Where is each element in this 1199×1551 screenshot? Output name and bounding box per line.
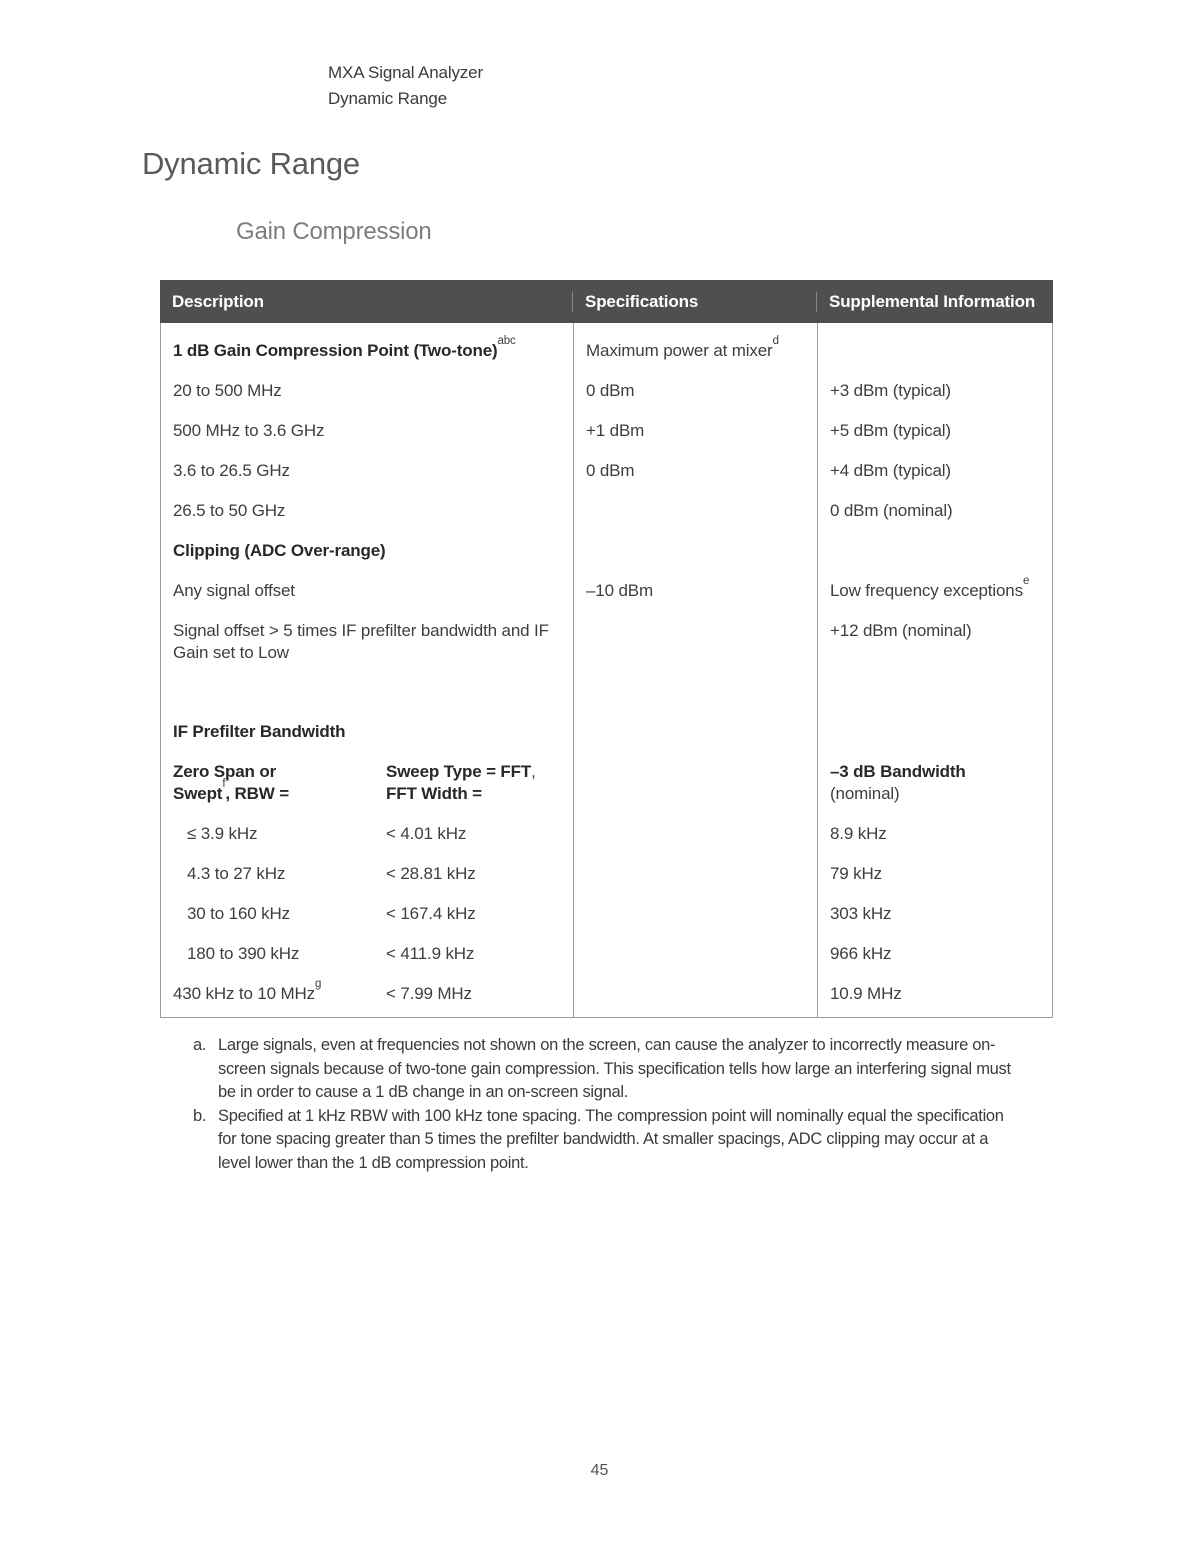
description-subcolumn-fft-width: < 167.4 kHz (386, 904, 476, 923)
cell-supplemental-information (818, 323, 1052, 371)
cell-specifications: 0 dBm (574, 371, 818, 411)
description-subcolumn-fft-width: < 7.99 MHz (386, 984, 472, 1003)
footnote-label: a. (193, 1036, 207, 1054)
cell-supplemental-information: Low frequency exceptions$^e$ (830, 574, 1030, 600)
column-header-specifications: Specifications (573, 292, 817, 312)
cell-specifications (574, 673, 818, 752)
cell-supplemental-information: +3 dBm (typical) (830, 381, 951, 400)
table-row (161, 934, 1052, 974)
cell-specifications: +1 dBm (574, 411, 818, 451)
cell-description: Signal offset > 5 times IF prefilter bandwidth and IF Gain set to Low (161, 611, 574, 673)
cell-supplemental-information: 10.9 MHz (830, 984, 902, 1003)
description-subcolumn-fft-width: < 411.9 kHz (386, 944, 475, 963)
cell-specifications (574, 611, 818, 673)
table-row (161, 894, 1052, 934)
footnote-text: Specified at 1 kHz RBW with 100 kHz tone spacing. The compression point will nominally equal the specification for tone spacing greater than 5 times the prefilter bandwidth. At smaller spacings, ADC clipping may occur at a level lower than the 1 dB compression point. (218, 1106, 1004, 1172)
table-row (161, 571, 1052, 611)
column-header-description: Description (160, 292, 573, 312)
cell-description: Clipping (ADC Over-range) (161, 531, 574, 571)
footnote-b (193, 1105, 1038, 1176)
table-row (161, 673, 1052, 752)
cell-specifications (574, 531, 818, 571)
table-row (161, 611, 1052, 673)
table-row (161, 323, 1052, 371)
description-subcolumn-rbw: 430 kHz to 10 MHz$^g$ (173, 977, 322, 1003)
page-title: Dynamic Range (142, 146, 360, 181)
table-body (160, 323, 1053, 1018)
cell-description: Any signal offset (161, 571, 574, 611)
cell-description: 3.6 to 26.5 GHz (161, 451, 574, 491)
section-title: Gain Compression (236, 218, 432, 245)
cell-description (161, 894, 574, 934)
cell-specifications (574, 814, 818, 854)
cell-description (161, 814, 574, 854)
table-row (161, 371, 1052, 411)
cell-supplemental-information: +5 dBm (typical) (830, 421, 951, 440)
table-row (161, 491, 1052, 531)
cell-description (161, 934, 574, 974)
cell-specifications: –10 dBm (574, 571, 818, 611)
cell-description (161, 974, 574, 1017)
table-row (161, 531, 1052, 571)
cell-description: 20 to 500 MHz (161, 371, 574, 411)
cell-specifications (574, 854, 818, 894)
cell-supplemental-information: 79 kHz (830, 864, 883, 883)
running-header (328, 60, 483, 112)
description-subcolumn-fft-width: < 28.81 kHz (386, 864, 476, 883)
table-row (161, 974, 1052, 1017)
description-subcolumn-rbw: ≤ 3.9 kHz (187, 824, 258, 843)
cell-specifications (574, 894, 818, 934)
table-row (161, 451, 1052, 491)
footnote-a (193, 1034, 1038, 1105)
cell-description (161, 854, 574, 894)
cell-supplemental-information: 966 kHz (830, 944, 892, 963)
running-header-line1: MXA Signal Analyzer (328, 63, 483, 82)
table-row (161, 752, 1052, 814)
cell-description (161, 752, 574, 814)
cell-supplemental-information (818, 673, 1052, 752)
cell-specifications (574, 934, 818, 974)
description-subcolumn-rbw: 180 to 390 kHz (187, 944, 300, 963)
page-number: 45 (590, 1462, 609, 1479)
cell-description: 1 dB Gain Compression Point (Two-tone)$^{abc}$ (161, 323, 574, 371)
footnotes (193, 1034, 1038, 1175)
cell-supplemental-information (818, 531, 1052, 571)
cell-supplemental-information: 8.9 kHz (830, 824, 887, 843)
cell-specifications: 0 dBm (574, 451, 818, 491)
footnote-text: Large signals, even at frequencies not shown on the screen, can cause the analyzer to incorrectly measure on-screen signals because of two-tone gain compression. This specification tells how large an interfering signal must be in order to cause a 1 dB change in an on-screen signal. (218, 1036, 1011, 1101)
cell-specifications: Maximum power at mixer$^d$ (574, 323, 818, 371)
cell-specifications (574, 491, 818, 531)
table-row (161, 814, 1052, 854)
running-header-line2: Dynamic Range (328, 89, 447, 108)
table-row (161, 411, 1052, 451)
cell-description: IF Prefilter Bandwidth (161, 673, 574, 752)
cell-supplemental-information: –3 dB Bandwidth (nominal) (830, 762, 966, 803)
cell-supplemental-information: 0 dBm (nominal) (830, 501, 953, 520)
cell-supplemental-information: 303 kHz (830, 904, 892, 923)
description-subcolumn-fft-width: Sweep Type = FFT, FFT Width = (386, 762, 536, 803)
cell-description: 500 MHz to 3.6 GHz (161, 411, 574, 451)
cell-specifications (574, 752, 818, 814)
table-row (161, 854, 1052, 894)
cell-supplemental-information: +4 dBm (typical) (830, 461, 951, 480)
spec-table (160, 280, 1053, 1018)
description-subcolumn-rbw: 4.3 to 27 kHz (187, 864, 286, 883)
footnote-label: b. (193, 1106, 207, 1125)
cell-specifications (574, 974, 818, 1017)
cell-supplemental-information: +12 dBm (nominal) (830, 621, 972, 640)
description-subcolumn-rbw: Zero Span or Swept$^f$, RBW = (173, 762, 290, 803)
table-header-row (160, 280, 1053, 323)
cell-description: 26.5 to 50 GHz (161, 491, 574, 531)
description-subcolumn-fft-width: < 4.01 kHz (386, 824, 467, 843)
description-subcolumn-rbw: 30 to 160 kHz (187, 904, 290, 923)
column-header-supplemental-information: Supplemental Information (829, 291, 1036, 311)
